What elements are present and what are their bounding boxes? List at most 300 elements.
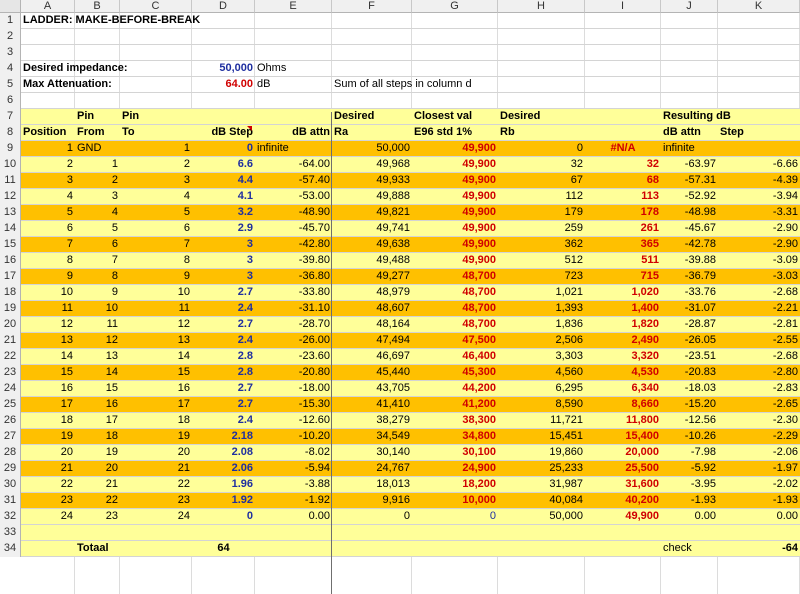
column-header-k[interactable]: K <box>718 0 800 13</box>
result-step-cell[interactable]: -1.97 <box>772 462 798 474</box>
position-cell[interactable]: 15 <box>60 366 73 378</box>
e96-rb-cell[interactable]: 40,200 <box>625 494 659 506</box>
row-header-23[interactable]: 23 <box>0 365 21 381</box>
e96-rb-cell[interactable]: 32 <box>646 158 659 170</box>
header-f[interactable]: Ra <box>334 126 349 138</box>
result-db-attn-cell[interactable]: -26.05 <box>684 334 716 346</box>
e96-rb-cell[interactable]: 15,400 <box>625 430 659 442</box>
header-b-top[interactable]: Pin <box>77 110 95 122</box>
column-header-i[interactable]: I <box>585 0 661 13</box>
result-db-attn-cell[interactable]: infinite <box>663 142 695 154</box>
db-attn-cell[interactable]: -10.20 <box>298 430 330 442</box>
pin-from-cell[interactable]: 7 <box>111 254 118 266</box>
result-step-cell[interactable]: -2.21 <box>772 302 798 314</box>
desired-rb-cell[interactable]: 8,590 <box>555 398 583 410</box>
position-cell[interactable]: 11 <box>61 302 73 314</box>
pin-to-cell[interactable]: 1 <box>183 142 190 154</box>
desired-ra-cell[interactable]: 48,979 <box>376 286 410 298</box>
desired-ra-cell[interactable]: 49,277 <box>376 270 410 282</box>
db-step-cell[interactable]: 6.6 <box>237 158 253 170</box>
result-step-cell[interactable]: -3.09 <box>772 254 798 266</box>
desired-rb-cell[interactable]: 6,295 <box>555 382 583 394</box>
pin-from-cell[interactable]: 5 <box>111 222 118 234</box>
row-header-27[interactable]: 27 <box>0 429 21 445</box>
e96-rb-cell[interactable]: 3,320 <box>631 350 659 362</box>
db-attn-cell[interactable]: -3.88 <box>304 478 330 490</box>
header-g-top[interactable]: Closest val <box>414 110 473 122</box>
row-header-25[interactable]: 25 <box>0 397 21 413</box>
impedance-value[interactable]: 50,000 <box>219 62 253 74</box>
e96-rb-cell[interactable]: 20,000 <box>625 446 659 458</box>
db-step-cell[interactable]: 2.4 <box>237 414 253 426</box>
pin-from-cell[interactable]: 3 <box>111 190 118 202</box>
db-attn-cell[interactable]: -8.02 <box>304 446 330 458</box>
result-db-attn-cell[interactable]: -52.92 <box>684 190 716 202</box>
column-header-j[interactable]: J <box>661 0 718 13</box>
result-db-attn-cell[interactable]: -36.79 <box>684 270 716 282</box>
db-step-cell[interactable]: 1.92 <box>231 494 253 506</box>
position-cell[interactable]: 3 <box>66 174 73 186</box>
pin-to-cell[interactable]: 20 <box>177 446 190 458</box>
desired-rb-cell[interactable]: 1,021 <box>555 286 583 298</box>
db-step-cell[interactable]: 3.2 <box>237 206 253 218</box>
position-cell[interactable]: 8 <box>66 254 73 266</box>
row-header-7[interactable]: 7 <box>0 109 21 125</box>
column-header-b[interactable]: B <box>75 0 120 13</box>
pin-from-cell[interactable]: 16 <box>105 398 118 410</box>
pin-to-cell[interactable]: 11 <box>178 302 190 314</box>
desired-ra-cell[interactable]: 48,607 <box>376 302 410 314</box>
e96-ra-cell[interactable]: 49,900 <box>462 254 496 266</box>
db-step-cell[interactable]: 3 <box>246 238 253 250</box>
desired-ra-cell[interactable]: 0 <box>403 510 410 522</box>
position-cell[interactable]: 12 <box>60 318 73 330</box>
pin-to-cell[interactable]: 14 <box>177 350 190 362</box>
desired-rb-cell[interactable]: 25,233 <box>549 462 583 474</box>
impedance-label[interactable]: Desired impedance: <box>23 62 128 74</box>
db-attn-cell[interactable]: -31.10 <box>298 302 330 314</box>
position-cell[interactable]: 19 <box>60 430 73 442</box>
row-header-2[interactable]: 2 <box>0 29 21 45</box>
db-attn-cell[interactable]: -18.00 <box>298 382 330 394</box>
e96-rb-cell[interactable]: 11,800 <box>625 414 659 426</box>
desired-rb-cell[interactable]: 2,506 <box>555 334 583 346</box>
header-h-top[interactable]: Desired <box>500 110 541 122</box>
e96-rb-cell[interactable]: 25,500 <box>625 462 659 474</box>
desired-rb-cell[interactable]: 179 <box>564 206 583 218</box>
pin-to-cell[interactable]: 6 <box>183 222 190 234</box>
e96-ra-cell[interactable]: 44,200 <box>462 382 496 394</box>
header-k[interactable]: Step <box>720 126 744 138</box>
result-step-cell[interactable]: -3.03 <box>772 270 798 282</box>
db-step-cell[interactable]: 2.4 <box>237 334 253 346</box>
e96-ra-cell[interactable]: 48,700 <box>462 286 496 298</box>
pin-from-cell[interactable]: 17 <box>105 414 118 426</box>
desired-ra-cell[interactable]: 38,279 <box>376 414 410 426</box>
pin-from-cell[interactable]: 22 <box>105 494 118 506</box>
pin-from-cell[interactable]: 8 <box>111 270 118 282</box>
total-label[interactable]: Totaal <box>77 542 109 554</box>
position-cell[interactable]: 13 <box>60 334 73 346</box>
desired-ra-cell[interactable]: 49,968 <box>376 158 410 170</box>
pin-from-cell[interactable]: 13 <box>105 350 118 362</box>
pin-from-cell[interactable]: 21 <box>105 478 118 490</box>
pin-to-cell[interactable]: 5 <box>183 206 190 218</box>
e96-ra-cell[interactable]: 48,700 <box>462 270 496 282</box>
row-header-6[interactable]: 6 <box>0 93 21 109</box>
row-header-31[interactable]: 31 <box>0 493 21 509</box>
desired-rb-cell[interactable]: 1,836 <box>555 318 583 330</box>
row-header-15[interactable]: 15 <box>0 237 21 253</box>
pin-from-cell[interactable]: 14 <box>105 366 118 378</box>
e96-rb-cell[interactable]: 261 <box>640 222 659 234</box>
column-header-h[interactable]: H <box>498 0 585 13</box>
result-db-attn-cell[interactable]: -42.78 <box>684 238 716 250</box>
desired-rb-cell[interactable]: 512 <box>564 254 583 266</box>
e96-rb-cell[interactable]: 365 <box>640 238 659 250</box>
select-all-corner[interactable] <box>0 0 21 13</box>
position-cell[interactable]: 10 <box>60 286 73 298</box>
pin-to-cell[interactable]: 17 <box>177 398 190 410</box>
db-step-cell[interactable]: 2.7 <box>237 318 253 330</box>
position-cell[interactable]: 6 <box>66 222 73 234</box>
desired-ra-cell[interactable]: 50,000 <box>376 142 410 154</box>
e96-ra-cell[interactable]: 49,900 <box>462 238 496 250</box>
pin-from-cell[interactable]: 9 <box>111 286 118 298</box>
result-db-attn-cell[interactable]: -28.87 <box>684 318 716 330</box>
desired-rb-cell[interactable]: 723 <box>564 270 583 282</box>
e96-rb-cell[interactable]: 511 <box>641 254 659 266</box>
position-cell[interactable]: 17 <box>60 398 73 410</box>
db-step-cell[interactable]: 0 <box>246 510 253 522</box>
header-a[interactable]: Position <box>23 126 67 138</box>
desired-rb-cell[interactable]: 1,393 <box>555 302 583 314</box>
row-header-21[interactable]: 21 <box>0 333 21 349</box>
desired-rb-cell[interactable]: 19,860 <box>549 446 583 458</box>
db-step-cell[interactable]: 2.18 <box>231 430 253 442</box>
result-db-attn-cell[interactable]: -63.97 <box>684 158 716 170</box>
result-db-attn-cell[interactable]: 0.00 <box>694 510 716 522</box>
desired-ra-cell[interactable]: 43,705 <box>376 382 410 394</box>
pin-to-cell[interactable]: 3 <box>183 174 190 186</box>
column-header-g[interactable]: G <box>412 0 498 13</box>
position-cell[interactable]: 16 <box>60 382 73 394</box>
db-attn-cell[interactable]: -28.70 <box>298 318 330 330</box>
result-step-cell[interactable]: -2.68 <box>772 286 798 298</box>
header-j-top[interactable]: Resulting dB <box>663 110 731 122</box>
pin-from-cell[interactable]: 18 <box>105 430 118 442</box>
desired-ra-cell[interactable]: 34,549 <box>376 430 410 442</box>
header-c[interactable]: To <box>122 126 135 138</box>
desired-rb-cell[interactable]: 32 <box>570 158 583 170</box>
pin-from-cell[interactable]: 12 <box>105 334 118 346</box>
check-label[interactable]: check <box>663 542 692 554</box>
db-step-cell[interactable]: 2.08 <box>231 446 253 458</box>
desired-rb-cell[interactable]: 259 <box>564 222 583 234</box>
result-db-attn-cell[interactable]: -23.51 <box>684 350 716 362</box>
row-header-34[interactable]: 34 <box>0 541 21 557</box>
db-step-cell[interactable]: 4.1 <box>237 190 253 202</box>
e96-ra-cell[interactable]: 49,900 <box>462 142 496 154</box>
db-attn-cell[interactable]: -12.60 <box>298 414 330 426</box>
e96-ra-cell[interactable]: 34,800 <box>462 430 496 442</box>
row-header-26[interactable]: 26 <box>0 413 21 429</box>
row-header-16[interactable]: 16 <box>0 253 21 269</box>
row-header-8[interactable]: 8 <box>0 125 21 141</box>
result-step-cell[interactable]: -2.02 <box>772 478 798 490</box>
result-db-attn-cell[interactable]: -20.83 <box>684 366 716 378</box>
desired-rb-cell[interactable]: 362 <box>564 238 583 250</box>
pin-to-cell[interactable]: 18 <box>177 414 190 426</box>
db-step-cell[interactable]: 2.7 <box>237 286 253 298</box>
e96-ra-cell[interactable]: 41,200 <box>462 398 496 410</box>
position-cell[interactable]: 4 <box>66 190 73 202</box>
pin-to-cell[interactable]: 7 <box>183 238 190 250</box>
e96-ra-cell[interactable]: 49,900 <box>462 158 496 170</box>
e96-ra-cell[interactable]: 48,700 <box>462 318 496 330</box>
db-attn-cell[interactable]: -48.90 <box>298 206 330 218</box>
position-cell[interactable]: 5 <box>66 206 73 218</box>
e96-rb-cell[interactable]: 31,600 <box>625 478 659 490</box>
pin-from-cell[interactable]: 15 <box>105 382 118 394</box>
pin-from-cell[interactable]: GND <box>77 142 102 154</box>
impedance-unit[interactable]: Ohms <box>257 62 287 74</box>
desired-rb-cell[interactable]: 0 <box>576 142 583 154</box>
result-step-cell[interactable]: -2.65 <box>772 398 798 410</box>
result-step-cell[interactable]: 0.00 <box>776 510 798 522</box>
pin-from-cell[interactable]: 19 <box>105 446 118 458</box>
position-cell[interactable]: 14 <box>60 350 73 362</box>
e96-rb-cell[interactable]: 1,820 <box>631 318 659 330</box>
position-cell[interactable]: 9 <box>66 270 73 282</box>
db-attn-cell[interactable]: -53.00 <box>298 190 330 202</box>
db-step-cell[interactable]: 2.9 <box>237 222 253 234</box>
row-header-24[interactable]: 24 <box>0 381 21 397</box>
row-header-11[interactable]: 11 <box>0 173 21 189</box>
sheet-title[interactable]: LADDER: MAKE-BEFORE-BREAK <box>23 14 201 26</box>
db-step-cell[interactable]: 3 <box>246 270 253 282</box>
e96-ra-cell[interactable]: 10,000 <box>462 494 496 506</box>
e96-ra-cell[interactable]: 48,700 <box>462 302 496 314</box>
position-cell[interactable]: 24 <box>60 510 73 522</box>
result-db-attn-cell[interactable]: -39.88 <box>684 254 716 266</box>
desired-ra-cell[interactable]: 49,888 <box>376 190 410 202</box>
db-attn-cell[interactable]: -23.60 <box>298 350 330 362</box>
e96-rb-cell[interactable]: 4,530 <box>631 366 659 378</box>
desired-ra-cell[interactable]: 24,767 <box>376 462 410 474</box>
header-j[interactable]: dB attn <box>663 126 701 138</box>
pin-to-cell[interactable]: 23 <box>177 494 190 506</box>
pin-from-cell[interactable]: 23 <box>105 510 118 522</box>
result-step-cell[interactable]: -3.94 <box>772 190 798 202</box>
result-db-attn-cell[interactable]: -7.98 <box>690 446 716 458</box>
db-attn-cell[interactable]: infinite <box>257 142 289 154</box>
db-step-cell[interactable]: 2.8 <box>237 350 253 362</box>
row-header-30[interactable]: 30 <box>0 477 21 493</box>
pin-to-cell[interactable]: 16 <box>177 382 190 394</box>
result-db-attn-cell[interactable]: -10.26 <box>684 430 716 442</box>
e96-ra-cell[interactable]: 49,900 <box>462 190 496 202</box>
e96-rb-cell[interactable]: 68 <box>646 174 659 186</box>
column-header-c[interactable]: C <box>120 0 192 13</box>
result-step-cell[interactable]: -2.06 <box>772 446 798 458</box>
position-cell[interactable]: 23 <box>60 494 73 506</box>
header-f-top[interactable]: Desired <box>334 110 375 122</box>
desired-ra-cell[interactable]: 49,741 <box>376 222 410 234</box>
e96-rb-cell[interactable]: 49,900 <box>625 510 659 522</box>
db-attn-cell[interactable]: -36.80 <box>298 270 330 282</box>
desired-ra-cell[interactable]: 18,013 <box>376 478 410 490</box>
result-step-cell[interactable]: -2.81 <box>772 318 798 330</box>
db-attn-cell[interactable]: -33.80 <box>298 286 330 298</box>
desired-rb-cell[interactable]: 11,721 <box>550 414 583 426</box>
desired-ra-cell[interactable]: 46,697 <box>376 350 410 362</box>
result-step-cell[interactable]: -2.90 <box>772 222 798 234</box>
pin-from-cell[interactable]: 4 <box>111 206 118 218</box>
e96-rb-cell[interactable]: 1,020 <box>631 286 659 298</box>
desired-ra-cell[interactable]: 41,410 <box>376 398 410 410</box>
check-value[interactable]: -64 <box>782 542 798 554</box>
result-db-attn-cell[interactable]: -57.31 <box>684 174 716 186</box>
db-step-cell[interactable]: 2.4 <box>237 302 253 314</box>
row-header-28[interactable]: 28 <box>0 445 21 461</box>
result-db-attn-cell[interactable]: -45.67 <box>684 222 716 234</box>
result-db-attn-cell[interactable]: -1.93 <box>690 494 716 506</box>
e96-ra-cell[interactable]: 30,100 <box>462 446 496 458</box>
e96-rb-cell[interactable]: 113 <box>641 190 659 202</box>
header-b[interactable]: From <box>77 126 105 138</box>
row-header-17[interactable]: 17 <box>0 269 21 285</box>
row-header-22[interactable]: 22 <box>0 349 21 365</box>
column-header-e[interactable]: E <box>255 0 332 13</box>
e96-rb-cell[interactable]: 2,490 <box>631 334 659 346</box>
pin-to-cell[interactable]: 19 <box>177 430 190 442</box>
result-db-attn-cell[interactable]: -48.98 <box>684 206 716 218</box>
result-db-attn-cell[interactable]: -33.76 <box>684 286 716 298</box>
header-e[interactable]: dB attn <box>292 126 330 138</box>
result-step-cell[interactable] <box>718 141 800 156</box>
result-step-cell[interactable]: -1.93 <box>772 494 798 506</box>
e96-ra-cell[interactable]: 49,900 <box>462 206 496 218</box>
result-step-cell[interactable]: -2.29 <box>772 430 798 442</box>
result-step-cell[interactable]: -2.30 <box>772 414 798 426</box>
result-db-attn-cell[interactable]: -3.95 <box>690 478 716 490</box>
desired-ra-cell[interactable]: 45,440 <box>376 366 410 378</box>
row-header-4[interactable]: 4 <box>0 61 21 77</box>
result-db-attn-cell[interactable]: -15.20 <box>684 398 716 410</box>
column-header-a[interactable]: A <box>21 0 75 13</box>
total-value[interactable]: 64 <box>217 542 230 554</box>
desired-rb-cell[interactable]: 3,303 <box>555 350 583 362</box>
row-header-20[interactable]: 20 <box>0 317 21 333</box>
e96-rb-cell[interactable]: 178 <box>640 206 659 218</box>
desired-ra-cell[interactable]: 49,488 <box>376 254 410 266</box>
e96-ra-cell[interactable]: 47,500 <box>462 334 496 346</box>
db-attn-cell[interactable]: -1.92 <box>304 494 330 506</box>
row-header-3[interactable]: 3 <box>0 45 21 61</box>
pin-from-cell[interactable]: 2 <box>111 174 118 186</box>
atten-note[interactable]: Sum of all steps in column d <box>334 78 472 90</box>
pin-to-cell[interactable]: 13 <box>177 334 190 346</box>
desired-ra-cell[interactable]: 30,140 <box>376 446 410 458</box>
pin-from-cell[interactable]: 10 <box>105 302 118 314</box>
db-step-cell[interactable]: 2.8 <box>237 366 253 378</box>
db-attn-cell[interactable]: -26.00 <box>298 334 330 346</box>
pin-to-cell[interactable]: 4 <box>183 190 190 202</box>
row-header-1[interactable]: 1 <box>0 13 21 29</box>
result-db-attn-cell[interactable]: -31.07 <box>684 302 716 314</box>
e96-ra-cell[interactable]: 46,400 <box>462 350 496 362</box>
pin-to-cell[interactable]: 2 <box>183 158 190 170</box>
desired-ra-cell[interactable]: 49,638 <box>376 238 410 250</box>
e96-rb-cell[interactable]: 715 <box>640 270 659 282</box>
pin-from-cell[interactable]: 11 <box>106 318 118 330</box>
column-header-d[interactable]: D <box>192 0 255 13</box>
db-step-cell[interactable]: 0 <box>246 142 253 154</box>
desired-ra-cell[interactable]: 49,821 <box>376 206 410 218</box>
desired-ra-cell[interactable]: 48,164 <box>376 318 410 330</box>
pin-from-cell[interactable]: 20 <box>105 462 118 474</box>
e96-ra-cell[interactable]: 38,300 <box>462 414 496 426</box>
header-h[interactable]: Rb <box>500 126 515 138</box>
db-attn-cell[interactable]: -57.40 <box>298 174 330 186</box>
desired-rb-cell[interactable]: 4,560 <box>555 366 583 378</box>
db-step-cell[interactable]: 1.96 <box>231 478 253 490</box>
result-step-cell[interactable]: -2.68 <box>772 350 798 362</box>
position-cell[interactable]: 21 <box>60 462 73 474</box>
db-attn-cell[interactable]: -39.80 <box>298 254 330 266</box>
e96-rb-cell[interactable]: #N/A <box>610 142 636 154</box>
db-step-cell[interactable]: 4.4 <box>237 174 253 186</box>
row-header-14[interactable]: 14 <box>0 221 21 237</box>
result-step-cell[interactable]: -2.90 <box>772 238 798 250</box>
atten-label[interactable]: Max Attenuation: <box>23 78 112 90</box>
desired-rb-cell[interactable]: 40,084 <box>549 494 583 506</box>
position-cell[interactable]: 2 <box>66 158 73 170</box>
pin-to-cell[interactable]: 24 <box>177 510 190 522</box>
e96-ra-cell[interactable]: 49,900 <box>462 174 496 186</box>
pin-to-cell[interactable]: 8 <box>183 254 190 266</box>
desired-ra-cell[interactable]: 9,916 <box>382 494 410 506</box>
row-header-19[interactable]: 19 <box>0 301 21 317</box>
row-header-9[interactable]: 9 <box>0 141 21 157</box>
desired-rb-cell[interactable]: 50,000 <box>549 510 583 522</box>
e96-ra-cell[interactable]: 0 <box>489 510 496 522</box>
e96-rb-cell[interactable]: 8,660 <box>631 398 659 410</box>
header-c-top[interactable]: Pin <box>122 110 140 122</box>
result-step-cell[interactable]: -4.39 <box>772 174 798 186</box>
db-step-cell[interactable]: 3 <box>246 254 253 266</box>
desired-ra-cell[interactable]: 47,494 <box>376 334 410 346</box>
row-header-18[interactable]: 18 <box>0 285 21 301</box>
result-step-cell[interactable]: -2.83 <box>772 382 798 394</box>
desired-ra-cell[interactable]: 49,933 <box>376 174 410 186</box>
pin-to-cell[interactable]: 9 <box>183 270 190 282</box>
row-header-5[interactable]: 5 <box>0 77 21 93</box>
row-header-33[interactable]: 33 <box>0 525 21 541</box>
e96-rb-cell[interactable]: 1,400 <box>631 302 659 314</box>
row-header-12[interactable]: 12 <box>0 189 21 205</box>
desired-rb-cell[interactable]: 15,451 <box>549 430 583 442</box>
pin-to-cell[interactable]: 21 <box>177 462 190 474</box>
row-header-32[interactable]: 32 <box>0 509 21 525</box>
db-step-cell[interactable]: 2.06 <box>231 462 253 474</box>
pin-from-cell[interactable]: 1 <box>111 158 118 170</box>
position-cell[interactable]: 22 <box>60 478 73 490</box>
result-step-cell[interactable]: -6.66 <box>772 158 798 170</box>
pin-to-cell[interactable]: 22 <box>177 478 190 490</box>
position-cell[interactable]: 1 <box>66 142 73 154</box>
